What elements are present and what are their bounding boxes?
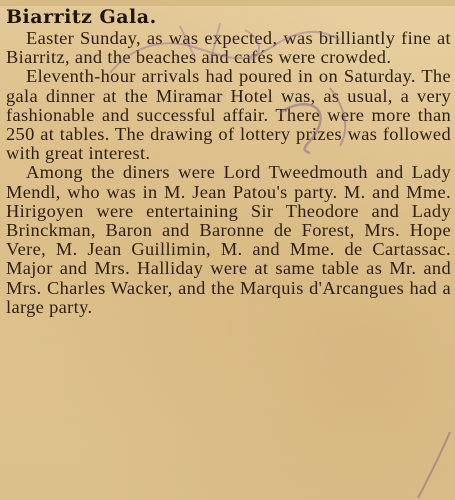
article-paragraph-1: Easter Sunday, as was expected, was brilliantly fine at Biarritz, and the beaches and cafés were crowded. — [6, 28, 451, 68]
pencil-stroke-mark — [410, 430, 455, 500]
article — [6, 4, 451, 317]
article-paragraph-2: Eleventh-hour arrivals had poured in on Saturday. The gala dinner at the Miramar Hotel was, as usual, a very fashionable and successful affair. There were more than 250 at tables. The drawing of lottery prizes was followed with great interest. — [6, 66, 451, 164]
article-headline: Biarritz Gala. — [6, 6, 157, 28]
article-paragraph-3: Among the diners were Lord Tweedmouth and Lady Mendl, who was in M. Jean Patou's party. M. and Mme. Hirigoyen were entertaining Sir Theodore and Lady Brinckman, Baron and Baronne de Forest, Mrs. Hope Vere, M. Jean Guillimin, M. and Mme. de Cartassac. Major and Mrs. Halliday were at same table as Mr. and Mrs. Charles Wacker, and the Marquis d'Arcangues had a large party. — [6, 162, 451, 317]
